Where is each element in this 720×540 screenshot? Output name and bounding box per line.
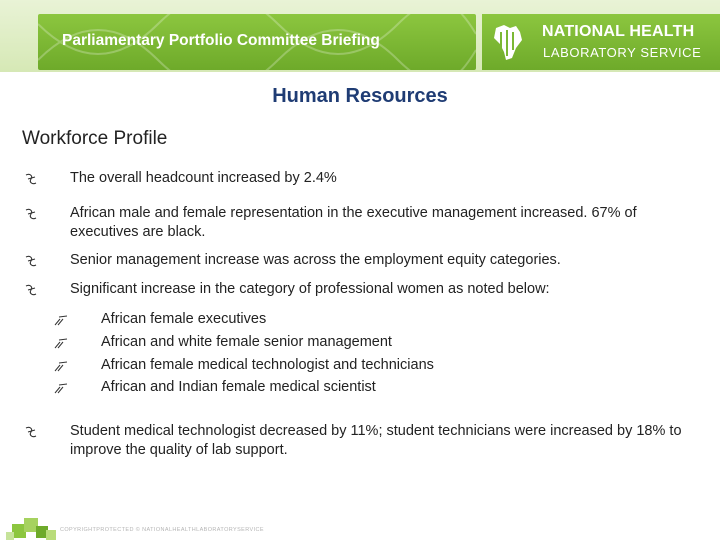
sub-bullet-icon [54,360,68,372]
logo-box [482,14,720,70]
sub-bullet-icon [54,382,68,394]
green-cubes-icon [6,514,60,540]
sub-bullet-text: African and white female senior management [101,334,392,350]
bullet-icon [24,254,38,268]
bullet-text: Senior management increase was across the employment equity categories. [70,252,561,268]
bullet-text: Significant increase in the category of professional women as noted below: [70,281,550,297]
bullet-icon [24,172,38,186]
sub-bullet-icon [54,337,68,349]
sub-bullet-text: African female executives [101,311,267,327]
bullet-icon [24,283,38,297]
header-banner [0,0,720,75]
footer [0,510,720,540]
bullet-text: Student medical technologist decreased by 11%; student technicians were increased by 18% to improve the quality of lab support. [70,423,682,458]
bullet-icon [24,207,38,221]
slide-title-text: Human Resources [272,85,448,107]
sub-bullet-text: African and Indian female medical scientist [101,379,376,395]
logo-line-1: NATIONAL HEALTH [542,23,695,40]
slide-title [0,85,720,108]
sub-bullet-icon [54,314,68,326]
bullet-text: African male and female representation in the executive management increased. 67% of executives are black. [70,205,637,240]
copyright-text: COPYRIGHTPROTECTED © NATIONALHEALTHLABORATORYSERVICE [60,527,264,533]
sub-bullet-text: African female medical technologist and technicians [101,357,434,373]
bullet-icon [24,425,38,439]
section-title: Workforce Profile [22,128,168,149]
title-box [38,14,476,70]
header-title: Parliamentary Portfolio Committee Briefing [62,32,380,49]
logo-line-2: LABORATORY SERVICE [543,45,702,60]
africa-map-icon [490,22,526,62]
bullet-text: The overall headcount increased by 2.4% [70,170,337,186]
